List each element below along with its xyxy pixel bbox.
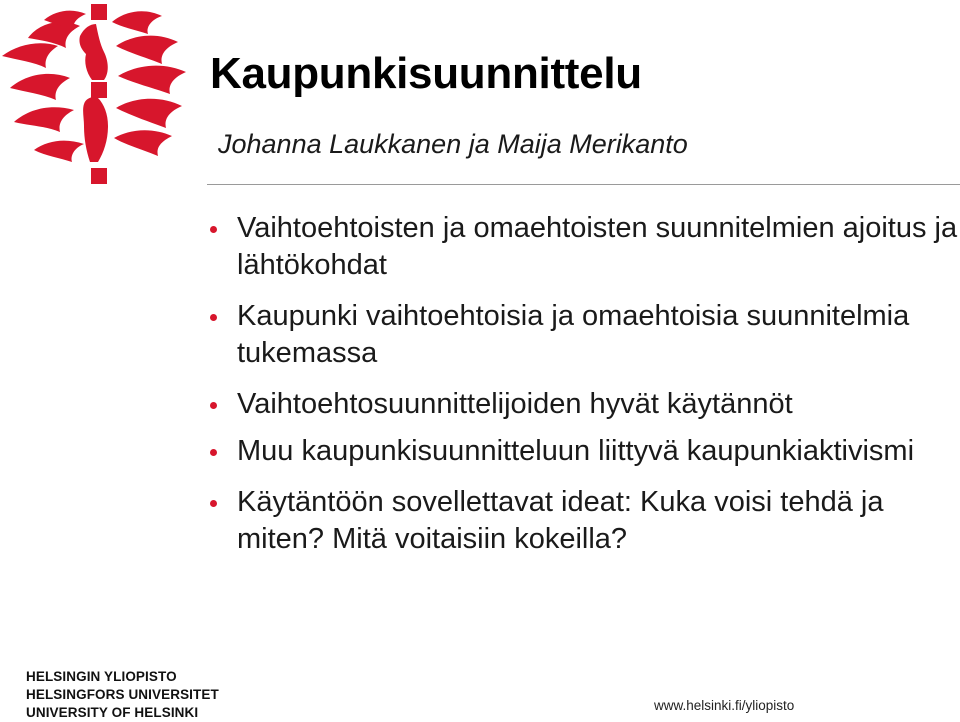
bullet-item: Käytäntöön sovellettavat ideat: Kuka voisi tehdä ja miten? Mitä voitaisiin kokeilla?: [208, 484, 960, 558]
university-name-en: UNIVERSITY OF HELSINKI: [26, 705, 199, 720]
footer-url-link[interactable]: www.helsinki.fi/yliopisto: [654, 698, 795, 713]
bullet-item: Vaihtoehtoisten ja omaehtoisten suunnitelmien ajoitus ja lähtökohdat: [208, 210, 960, 284]
slide-subtitle: Johanna Laukkanen ja Maija Merikanto: [218, 129, 688, 159]
bullet-item: Muu kaupunkisuunnitteluun liittyvä kaupunkiaktivismi: [208, 433, 960, 470]
bullet-item: Vaihtoehtosuunnittelijoiden hyvät käytännöt: [208, 386, 960, 423]
slide-title: Kaupunkisuunnittelu: [210, 49, 642, 98]
bullet-item: Kaupunki vaihtoehtoisia ja omaehtoisia suunnitelmia tukemassa: [208, 298, 960, 372]
university-wordmark: [26, 668, 219, 722]
helsinki-flame-logo-icon: [0, 0, 200, 195]
university-name-fi: HELSINGIN YLIOPISTO: [26, 669, 177, 684]
university-name-sv: HELSINGFORS UNIVERSITET: [26, 687, 219, 702]
title-divider: [207, 184, 960, 185]
bullet-list: [208, 210, 960, 572]
